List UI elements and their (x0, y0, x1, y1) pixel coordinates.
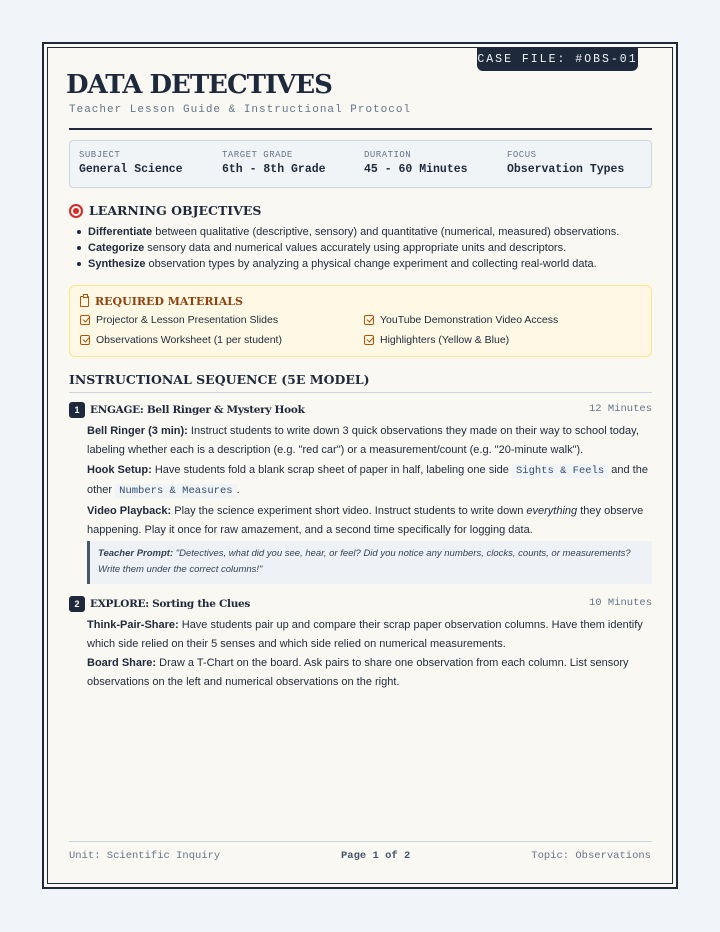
footer-unit: Unit: Scientific Inquiry (69, 850, 221, 862)
meta-value: 6th - 8th Grade (222, 163, 326, 176)
list-item (74, 224, 654, 240)
objective-text: sensory data and numerical values accurately using appropriate units and descriptors. (144, 242, 567, 254)
target-icon (69, 204, 83, 218)
material-item (364, 314, 558, 326)
step-duration: 12 Minutes (588, 403, 652, 415)
lesson-page (42, 42, 678, 889)
list-item (74, 256, 654, 272)
meta-value: Observation Types (507, 163, 625, 176)
step-paragraph (87, 654, 652, 692)
step-paragraph (87, 461, 652, 501)
step-title: ENGAGE: Bell Ringer & Mystery Hook (90, 404, 305, 416)
code-label: Sights & Feels (512, 464, 608, 478)
materials-heading-label: REQUIRED MATERIALS (95, 295, 243, 308)
para-text: and the other (87, 464, 648, 496)
meta-value: General Science (79, 163, 183, 176)
checkbox-icon (364, 315, 374, 325)
footer-divider (69, 841, 652, 842)
material-item (80, 334, 282, 346)
material-label: Highlighters (Yellow & Blue) (380, 334, 510, 346)
prompt-term: Teacher Prompt: (98, 548, 174, 559)
objective-text: observation types by analyzing a physical change experiment and collecting real-world data. (145, 258, 597, 270)
meta-label: SUBJECT (79, 150, 121, 160)
para-emphasis: everything (526, 505, 578, 517)
case-file-tab: CASE FILE: #OBS-01 (477, 47, 638, 71)
objective-text: between qualitative (descriptive, sensory) and quantitative (numerical, measured) observations. (152, 226, 620, 238)
meta-focus (507, 150, 624, 176)
para-term: Bell Ringer (3 min): (87, 425, 188, 437)
list-item (74, 240, 654, 256)
sequence-heading: INSTRUCTIONAL SEQUENCE (5E MODEL) (69, 372, 652, 393)
para-text: Draw a T-Chart on the board. Ask pairs to share one observation from each column. List sensory observations on the left and numerical observations on the right. (87, 657, 629, 688)
meta-label: FOCUS (507, 150, 537, 160)
checkbox-icon (80, 335, 90, 345)
meta-label: DURATION (364, 150, 412, 160)
para-text: Instruct students to write down 3 quick observations they made on their way to school today, labeling whether each is a description (e.g. "red car") or a measurement/count (e.g. "20-minute walk"). (87, 425, 639, 456)
meta-grade (222, 150, 326, 176)
page-subtitle: Teacher Lesson Guide & Instructional Protocol (69, 104, 412, 116)
page-title: DATA DETECTIVES (66, 70, 332, 100)
para-term: Video Playback: (87, 505, 172, 517)
meta-label: TARGET GRADE (222, 150, 293, 160)
meta-subject (79, 150, 183, 176)
material-label: Observations Worksheet (1 per student) (96, 334, 282, 346)
material-item (364, 334, 509, 346)
para-text: they observe happening. Play it once for raw amazement, and a second time specifically for logging data. (87, 505, 644, 536)
code-label: Numbers & Measures (115, 484, 236, 498)
objectives-list (74, 224, 654, 272)
material-label: YouTube Demonstration Video Access (380, 314, 559, 326)
teacher-prompt (87, 541, 652, 584)
para-text: Play the science experiment short video. Instruct students to write down (171, 505, 527, 517)
step-paragraph (87, 422, 652, 460)
prompt-text: "Detectives, what did you see, hear, or feel? Did you notice any numbers, clocks, counts, or measurements? Write them under the correct columns!" (98, 548, 631, 575)
objective-term: Differentiate (88, 226, 153, 238)
checkbox-icon (364, 335, 374, 345)
para-text: . (236, 484, 240, 496)
para-term: Think-Pair-Share: (87, 619, 179, 631)
para-term: Hook Setup: (87, 464, 152, 476)
meta-duration (364, 150, 468, 176)
objective-term: Categorize (88, 242, 145, 254)
footer-topic: Topic: Observations (531, 850, 651, 862)
materials-heading (80, 295, 243, 308)
objectives-heading (69, 203, 261, 218)
step-paragraph (87, 502, 652, 540)
step-duration: 10 Minutes (588, 597, 652, 609)
objective-term: Synthesize (88, 258, 146, 270)
materials-box (69, 285, 652, 357)
step-number-badge: 2 (69, 596, 85, 612)
para-text: Have students pair up and compare their scrap paper observation columns. Have them identify which side relied on their 5 senses and which side relied on numerical measurements. (87, 619, 643, 650)
clipboard-icon (80, 296, 89, 307)
objectives-heading-label: LEARNING OBJECTIVES (89, 203, 262, 218)
step-header (69, 402, 652, 420)
material-label: Projector & Lesson Presentation Slides (96, 314, 279, 326)
step-header (69, 596, 652, 614)
step-number-badge: 1 (69, 402, 85, 418)
para-text: Have students fold a blank scrap sheet of paper in half, labeling one side (151, 464, 512, 476)
step-title: EXPLORE: Sorting the Clues (90, 598, 251, 610)
material-item (80, 314, 278, 326)
step-paragraph (87, 616, 652, 654)
para-term: Board Share: (87, 657, 157, 669)
footer-page-number: Page 1 of 2 (341, 850, 411, 862)
meta-value: 45 - 60 Minutes (364, 163, 468, 176)
title-divider (69, 128, 652, 130)
lesson-meta-box (69, 140, 652, 188)
checkbox-icon (80, 315, 90, 325)
